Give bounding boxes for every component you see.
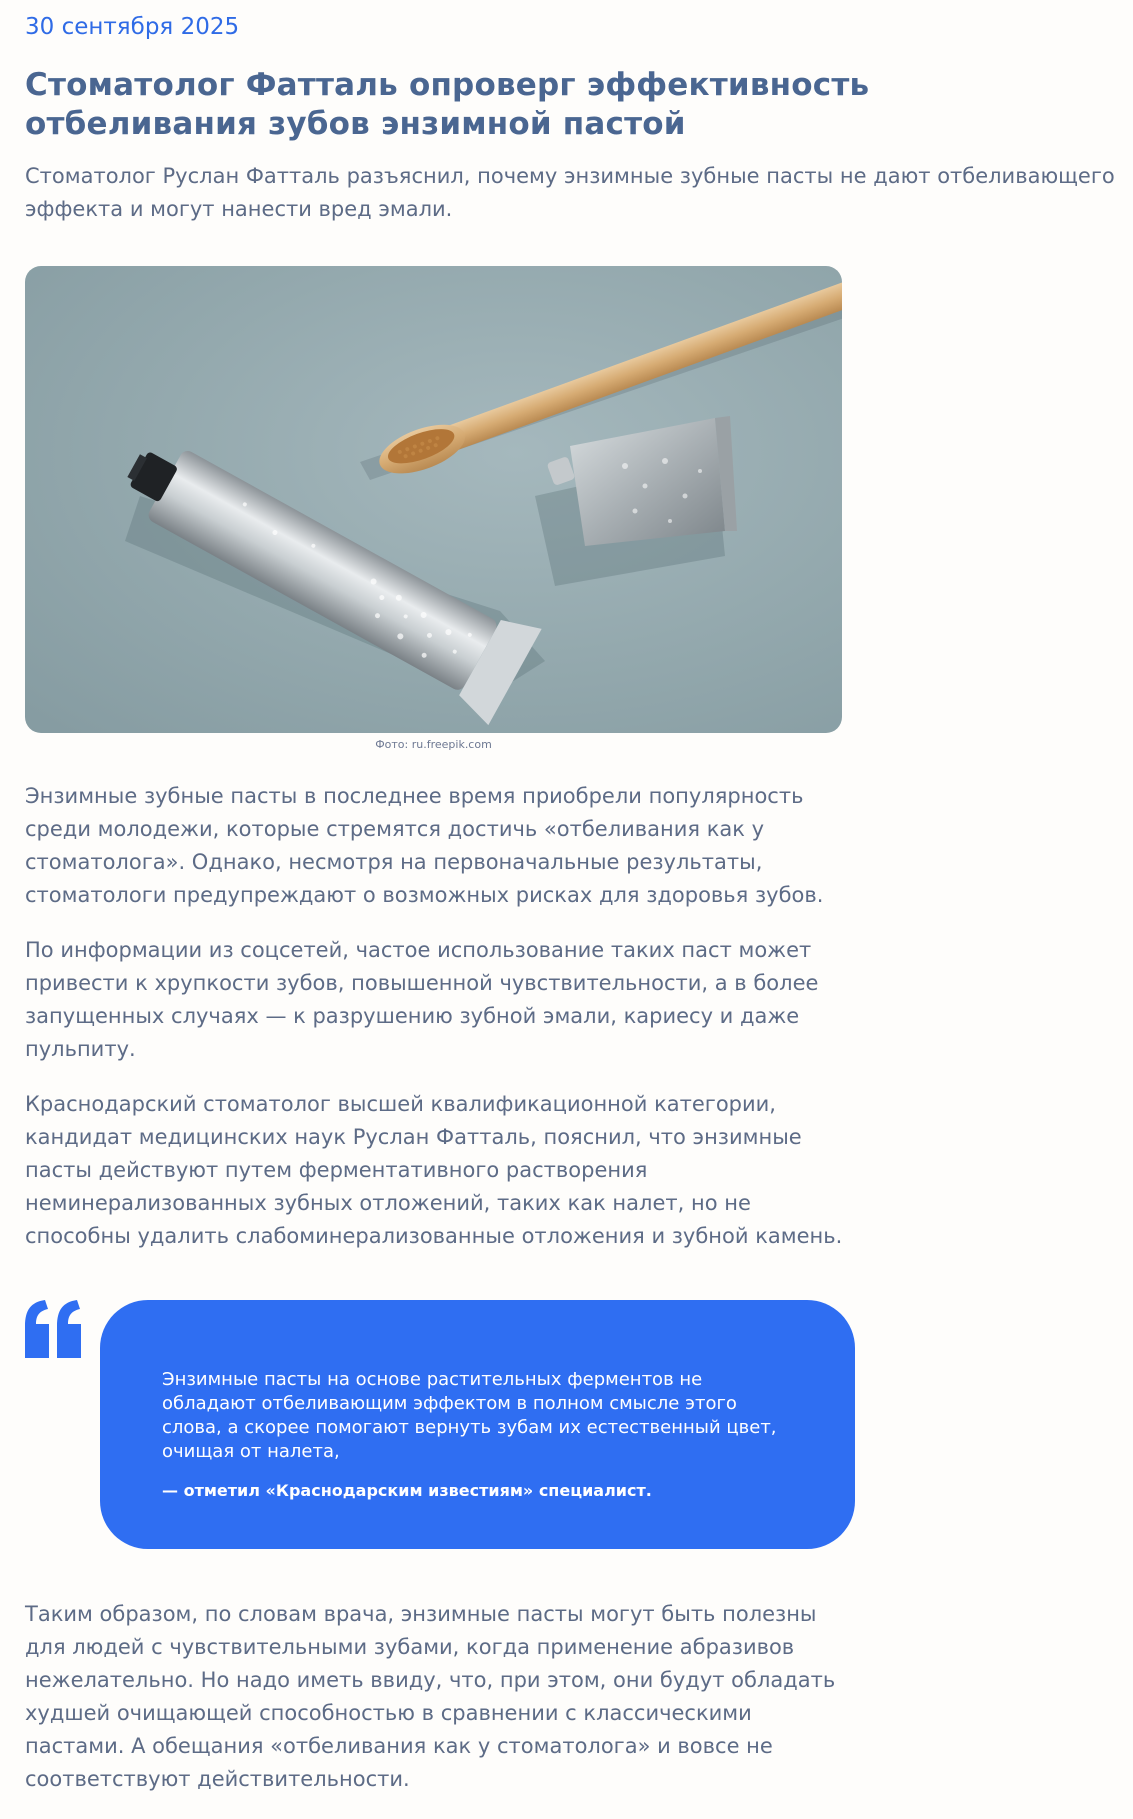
quote-block	[100, 1300, 855, 1549]
article-photo	[25, 266, 842, 733]
photo-caption: Фото: ru.freepik.com	[375, 738, 492, 751]
quote-text: Энзимные пасты на основе растительных ферментов не обладают отбеливающим эффектом в полном смысле этого слова, а скорее помогают вернуть зубам их естественный цвет, очищая от налета,	[162, 1369, 777, 1462]
article-lead: Стоматолог Руслан Фатталь разъяснил, почему энзимные зубные пасты не дают отбеливающего эффекта и могут нанести вред эмали.	[25, 164, 1115, 221]
article-date: 30 сентября 2025	[25, 14, 240, 40]
article-paragraph: Краснодарский стоматолог высшей квалификационной категории, кандидат медицинских наук Руслан Фатталь, пояснил, что энзимные пасты действуют путем ферментативного растворения неминерализованных зубных отложений, таких как налет, но не способны удалить слабоминерализованные отложения и зубной камень.	[25, 1092, 843, 1248]
toothpaste-tube-large	[107, 418, 542, 726]
article-closing-paragraph: Таким образом, по словам врача, энзимные пасты могут быть полезны для людей с чувствительными зубами, когда применение абразивов нежелательно. Но надо иметь ввиду, что, при этом, они будут обладать худшей очищающей способностью в сравнении с классическими пастами. А обещания «отбеливания как у стоматолога» и вовсе не соответствуют действительности.	[25, 1602, 836, 1791]
quote-attribution: — отметил «Краснодарским известиям» специалист.	[162, 1481, 652, 1500]
article-paragraph: По информации из соцсетей, частое использование таких паст может привести к хрупкости зубов, повышенной чувствительности, а в более запущенных случаях — к разрушению зубной эмали, кариесу и даже пульпиту.	[25, 938, 819, 1061]
article-paragraph: Энзимные зубные пасты в последнее время приобрели популярность среди молодежи, которые стремятся достичь «отбеливания как у стоматолога». Однако, несмотря на первоначальные результаты, стоматологи предупреждают о возможных рисках для здоровья зубов.	[25, 784, 824, 907]
article-headline: Стоматолог Фатталь опроверг эффективность отбеливания зубов энзимной пастой	[25, 67, 870, 142]
open-quote-icon	[25, 1300, 83, 1358]
